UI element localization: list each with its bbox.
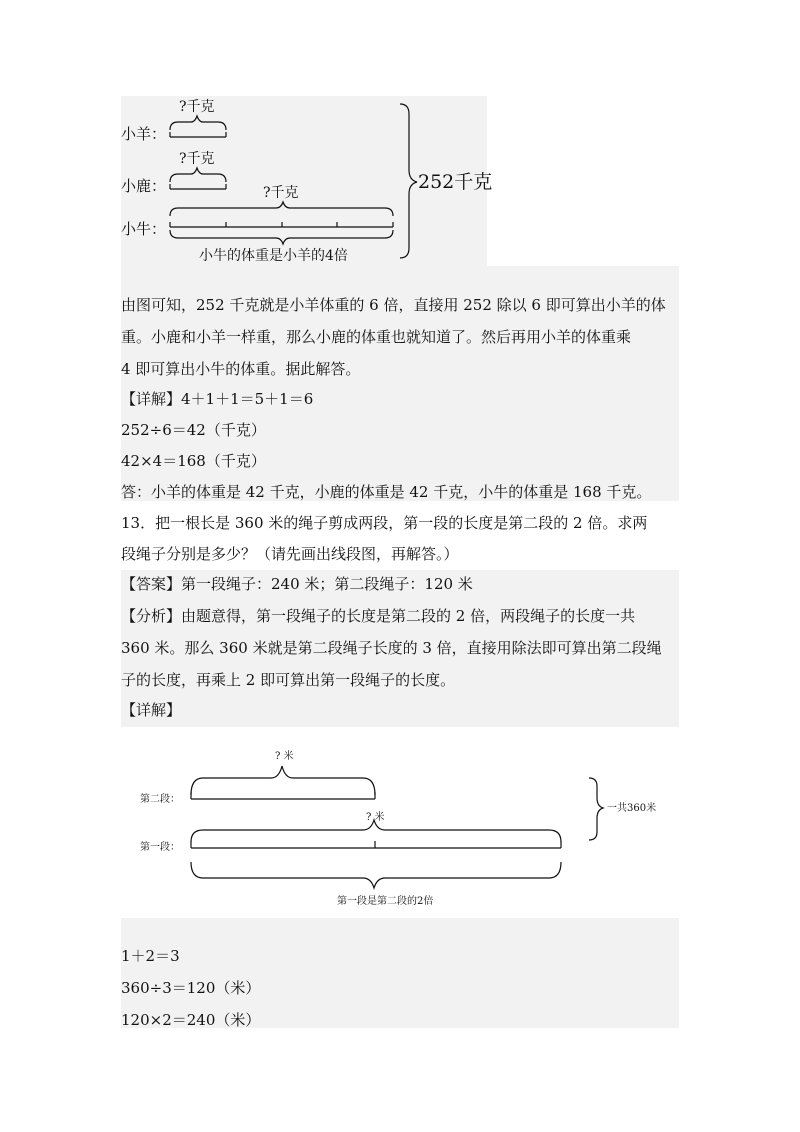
rope-total: 一共360米 [607,803,657,814]
diagram2-caption: 第一段是第二段的2倍 [337,896,434,907]
question-deer: ?千克 [179,151,215,167]
solution13-line3: 120×2＝240（米） [121,1011,261,1029]
answer13-analysis-line1: 【分析】由题意得，第一段绳子的长度是第二段的 2 倍，两段绳子的长度一共 [121,607,636,625]
brace-first-top [191,820,561,842]
question-sheep: ?千克 [179,99,215,115]
analysis1-line2: 重。小鹿和小羊一样重，那么小鹿的体重也就知道了。然后再用小羊的体重乘 [121,328,632,346]
answer13-analysis-line3: 子的长度，再乘上 2 即可算出第一段绳子的长度。 [121,671,456,689]
answer13-answer: 【答案】第一段绳子：240 米；第二段绳子：120 米 [121,575,473,593]
label-first: 第一段： [140,842,180,853]
detail1-answer: 答：小羊的体重是 42 千克，小鹿的体重是 42 千克，小牛的体重是 168 千克。 [121,483,652,501]
brace-total-rope [589,778,603,840]
detail1-line3: 42×4＝168（千克） [121,452,266,470]
brace-first-bottom [191,862,561,888]
label-cow: 小牛： [121,220,167,238]
brace-total [400,104,417,258]
diagram1-caption: 小牛的体重是小羊的4倍 [199,248,348,264]
answer13-analysis-line2: 360 米。那么 360 米就是第二段绳子长度的 3 倍，直接用除法即可算出第二段绳 [121,639,662,657]
label-second: 第二段： [140,794,180,805]
brace-cow-top [170,202,393,216]
solution13-line2: 360÷3＝120（米） [121,979,261,997]
label-deer: 小鹿： [121,177,167,195]
brace-cow-bottom [170,230,393,244]
analysis1-line3: 4 即可算出小牛的体重。据此解答。 [121,360,361,378]
total-weight: 252千克 [418,171,493,193]
brace-second [191,766,375,795]
detail1-line1: 【详解】4＋1＋1＝5＋1＝6 [121,390,314,408]
question-cow: ?千克 [263,185,299,201]
detail1-line2: 252÷6＝42（千克） [121,421,266,439]
weight-bar-diagram [121,96,501,266]
question13-line1: 13．把一根长是 360 米的绳子剪成两段，第一段的长度是第二段的 2 倍。求两 [121,514,648,532]
answer13-detail-label: 【详解】 [121,701,182,719]
brace-deer [170,168,226,182]
solution13-line1: 1＋2＝3 [121,947,180,965]
label-sheep: 小羊： [121,125,167,143]
analysis1-line1: 由图可知，252 千克就是小羊体重的 6 倍，直接用 252 除以 6 即可算出小羊的体 [121,296,666,314]
question-second: ? 米 [275,751,294,762]
brace-sheep [170,116,226,130]
question13-line2: 段绳子分别是多少？（请先画出线段图，再解答。） [121,545,459,563]
question-first: ? 米 [366,812,385,823]
rope-segment-diagram [121,740,681,912]
